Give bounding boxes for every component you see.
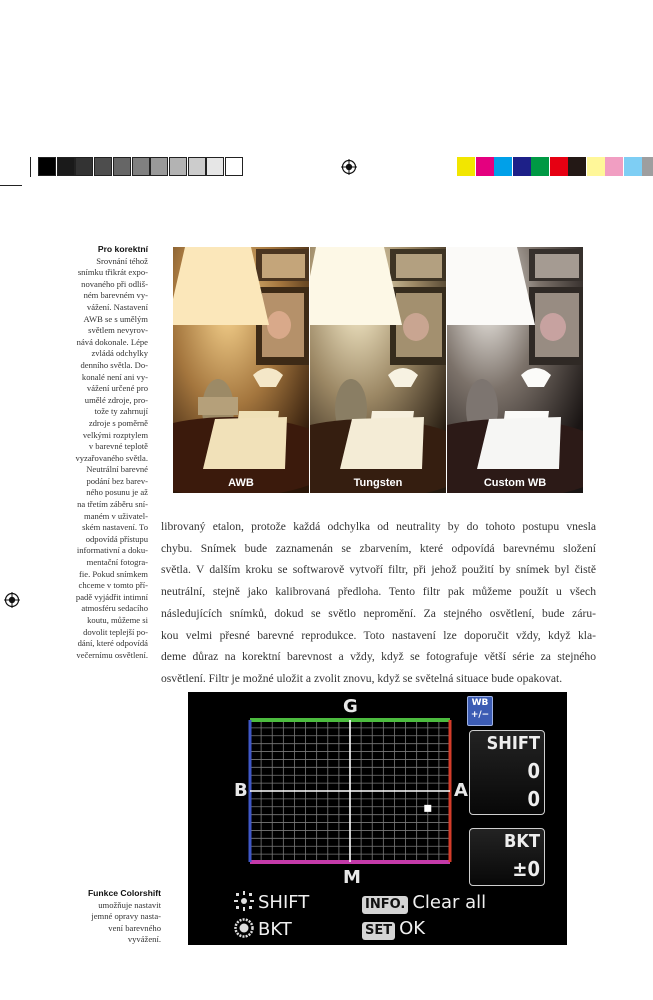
crop-mark [30, 157, 31, 177]
body-line: neutrální, stejně jako kalibrovaná předloha. Tento filtr pak můžeme použít u všech [161, 585, 596, 599]
axis-label-magenta: M [343, 867, 361, 888]
registration-mark-icon [4, 592, 20, 608]
text-line: informativní a doku- [76, 545, 148, 556]
axis-label-green: G [343, 696, 358, 717]
axis-label-amber: A [454, 780, 468, 801]
color-swatch [476, 157, 494, 176]
photo-caption [40, 244, 148, 661]
caption-text [40, 900, 161, 946]
text-line: ného posunu je až [86, 487, 148, 498]
info-button: INFO. [362, 896, 408, 914]
set-button: SET [362, 922, 395, 940]
text-line: fie. Pokud snímkem [79, 568, 148, 579]
body-line: následujících snímků, dokud se světlo nepromění. Za stejného osvětlení, bude záru- [161, 606, 596, 620]
shift-value-2: 0 [527, 787, 540, 811]
gray-swatch [206, 157, 224, 176]
text-line: maném v uživatel- [84, 510, 148, 521]
text-line: mentační fotogra- [86, 557, 148, 568]
gray-swatch [188, 157, 206, 176]
text-line: zvládá odchylky [91, 348, 148, 359]
text-line: dovolit teplejší po- [83, 626, 148, 637]
text-line: v barevné teplotě [88, 441, 148, 452]
text-line: koutu, můžeme si [87, 615, 148, 625]
photo-label: Custom WB [483, 477, 547, 489]
photo-awb [173, 247, 309, 493]
text-line: padě vyjádřit intimní [75, 591, 148, 602]
text-line: vení barevného [108, 922, 161, 933]
caption-text [40, 256, 148, 662]
shift-control[interactable]: SHIFT [234, 891, 309, 913]
photo-label: Tungsten [353, 477, 403, 489]
gray-swatch [169, 157, 187, 176]
body-line: světla. V dalším kroku se softwarově vytvoří filtr, při jehož použití by snímek byl čistě [161, 563, 596, 577]
text-line: umožňuje nastavit [98, 899, 161, 910]
text-line: vyvážení. [127, 934, 161, 945]
gray-swatch [57, 157, 75, 176]
text-line: vážení určené pro [86, 383, 148, 394]
caption-title: Funkce Colorshift [87, 888, 161, 898]
gray-swatch [113, 157, 131, 176]
body-line: deme důraz na korektní barevnost a vždy, když se fotografuje větší série za stejného [161, 650, 596, 664]
bkt-panel [469, 828, 545, 886]
text-line: vyzařovaného světla. [75, 452, 148, 463]
gray-swatch [38, 157, 56, 176]
gray-swatch [225, 157, 243, 176]
registration-mark-icon [341, 159, 357, 175]
photo-custom-wb [447, 247, 583, 493]
text-line: velkými rozptylem [82, 429, 148, 440]
shift-value-1: 0 [527, 759, 540, 783]
text-line: tože ty zahrnují [94, 406, 148, 417]
text-line: Srovnání téhož [96, 255, 148, 266]
gray-swatch [150, 157, 168, 176]
quick-dial-icon [234, 918, 254, 938]
photo-label: AWB [228, 477, 254, 489]
text-line: AWB se s umělým [83, 313, 148, 324]
text-line: dání, které odpovídá [77, 638, 148, 649]
body-line: chybu. Snímek bude zaznamenán se zbarvením, které odpovídá barevnému složení [161, 541, 596, 555]
text-line: vážení. Nastavení [86, 301, 148, 312]
bkt-control[interactable]: BKT [234, 918, 292, 940]
color-swatch [531, 157, 549, 176]
color-swatch [457, 157, 475, 176]
text-line: umělé zdroje, pro- [84, 394, 148, 405]
body-line: kou velmi přesné barevné reprodukce. Toto nastavení lze doporučit vždy, když kla- [161, 628, 596, 642]
bkt-panel-label: BKT [504, 831, 540, 852]
body-line: librovaný etalon, protože každá odchylka od neutrality by do tohoto postupu vnesla [161, 520, 596, 533]
color-swatch [568, 157, 586, 176]
text-line: odpovídá přístupu [85, 533, 148, 544]
gray-swatch [75, 157, 93, 176]
caption-title: Pro korektní [97, 244, 148, 254]
color-swatch [513, 157, 531, 176]
text-line: denního světla. Do- [80, 359, 148, 370]
color-swatch [587, 157, 605, 176]
text-line: novaného při odliš- [81, 278, 148, 289]
text-line: zdroje s poměrně [88, 417, 148, 428]
color-swatch [624, 157, 642, 176]
bkt-value: ±0 [512, 857, 540, 881]
color-swatch [494, 157, 512, 176]
shift-panel-label: SHIFT [486, 733, 540, 754]
text-line: na třetím záběru sní- [77, 499, 148, 510]
color-swatch [550, 157, 568, 176]
clear-all-action[interactable]: INFO. Clear all [362, 892, 486, 914]
color-swatch [605, 157, 623, 176]
multi-controller-icon [234, 891, 254, 911]
text-line: konalé není ani vy- [81, 371, 148, 382]
crop-mark [0, 185, 22, 186]
screen-caption [40, 888, 161, 946]
wb-adjust-icon: WB +/− [467, 696, 493, 726]
wb-shift-marker[interactable] [424, 805, 431, 812]
text-line: ském nastavení. To [82, 522, 148, 533]
text-line: ném barevném vy- [83, 290, 148, 301]
text-line: podání bez barev- [86, 475, 148, 486]
gray-swatch [94, 157, 112, 176]
body-line: osvětlení. Filtr je možné uložit a zvolit znovu, když se světelná situace bude opakovat. [161, 671, 563, 685]
article-body [161, 516, 596, 690]
text-line: snímku třikrát expo- [77, 267, 148, 278]
text-line: večernímu osvětlení. [76, 649, 148, 660]
shift-panel [469, 730, 545, 815]
text-line: atmosféru sedacího [81, 603, 148, 614]
axis-label-blue: B [234, 780, 248, 801]
text-line: jemné opravy nasta- [91, 911, 161, 922]
photo-tungsten [310, 247, 446, 493]
text-line: nává dokonale. Lépe [76, 336, 148, 347]
camera-wb-shift-screen [188, 692, 567, 945]
color-swatch [642, 157, 653, 176]
text-line: chceme v tomto pří- [78, 580, 148, 591]
gray-swatch [132, 157, 150, 176]
text-line: Neutrální barevné [86, 464, 148, 475]
confirm-action[interactable]: SET OK [362, 918, 425, 940]
text-line: světlem nevyrov- [88, 325, 148, 336]
